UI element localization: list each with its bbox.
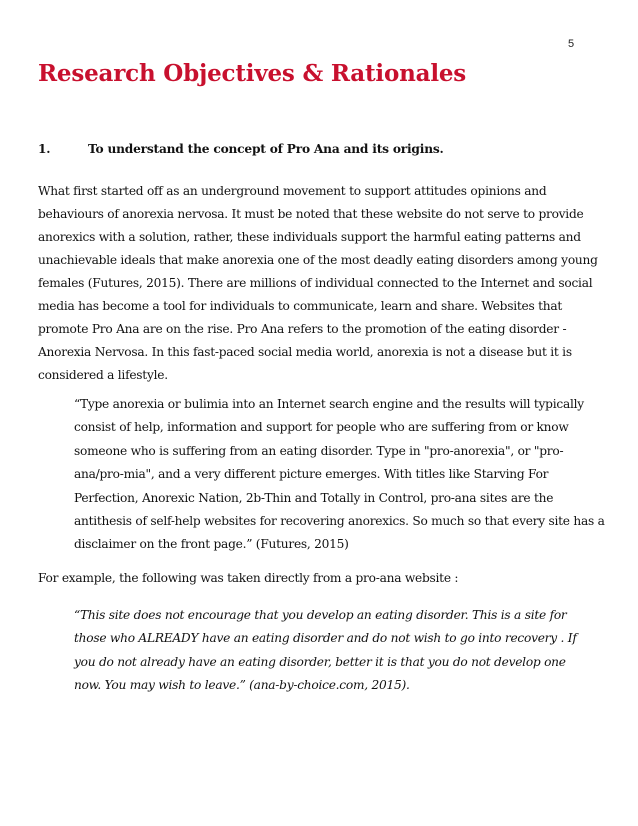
text-line: Anorexia Nervosa. In this fast-paced social media world, anorexia is not a disease but it is: [38, 345, 572, 359]
text-line: anorexics with a solution, rather, these individuals support the harmful eating patterns and: [38, 230, 581, 244]
text-line: media has become a tool for individuals to communicate, learn and share. Websites that: [38, 299, 563, 313]
text-line: For example, the following was taken directly from a pro-ana website :: [38, 571, 459, 585]
text-line: females (Futures, 2015). There are millions of individual connected to the Internet and social: [38, 276, 593, 290]
quote-line: someone who is suffering from an eating disorder. Type in "pro-anorexia", or "pro-: [74, 443, 564, 458]
text-line: considered a lifestyle.: [38, 368, 168, 382]
quote-line: disclaimer on the front page.” (Futures, 2015): [74, 537, 349, 552]
text-line: promote Pro Ana are on the rise. Pro Ana refers to the promotion of the eating disorder -: [38, 322, 567, 336]
quote-line: you do not already have an eating disorder, better it is that you do not develop one: [74, 654, 566, 669]
page-number: 5: [568, 38, 575, 50]
text-line: behaviours of anorexia nervosa. It must be noted that these website do not serve to provide: [38, 207, 584, 221]
intro-paragraph: [38, 180, 598, 387]
futures-quote: [74, 393, 604, 557]
quote-line: “This site does not encourage that you develop an eating disorder. This is a site for: [74, 608, 567, 622]
text-line: unachievable ideals that make anorexia one of the most deadly eating disorders among young: [38, 253, 598, 267]
quote-line: ana/pro-mia", and a very different picture emerges. With titles like Starving For: [74, 467, 549, 482]
quote-line: those who ALREADY have an eating disorder and do not wish to go into recovery . If: [74, 631, 577, 646]
pro-ana-quote: [74, 604, 604, 698]
page-title: Research Objectives & Rationales: [38, 60, 467, 87]
quote-line: consist of help, information and support for people who are suffering from or know: [74, 420, 569, 435]
quote-line: antithesis of self-help websites for recovering anorexics. So much so that every site has a: [74, 514, 605, 529]
quote-line: now. You may wish to leave.” (ana-by-choice.com, 2015).: [74, 678, 410, 693]
section-heading: [38, 142, 444, 156]
quote-line: “Type anorexia or bulimia into an Internet search engine and the results will typically: [74, 397, 584, 411]
section-heading-text: To understand the concept of Pro Ana and its origins.: [88, 142, 444, 156]
section-number: 1.: [38, 142, 51, 156]
example-paragraph: [38, 567, 598, 590]
text-line: What first started off as an underground movement to support attitudes opinions and: [38, 184, 547, 198]
quote-line: Perfection, Anorexic Nation, 2b-Thin and Totally in Control, pro-ana sites are the: [74, 490, 554, 505]
